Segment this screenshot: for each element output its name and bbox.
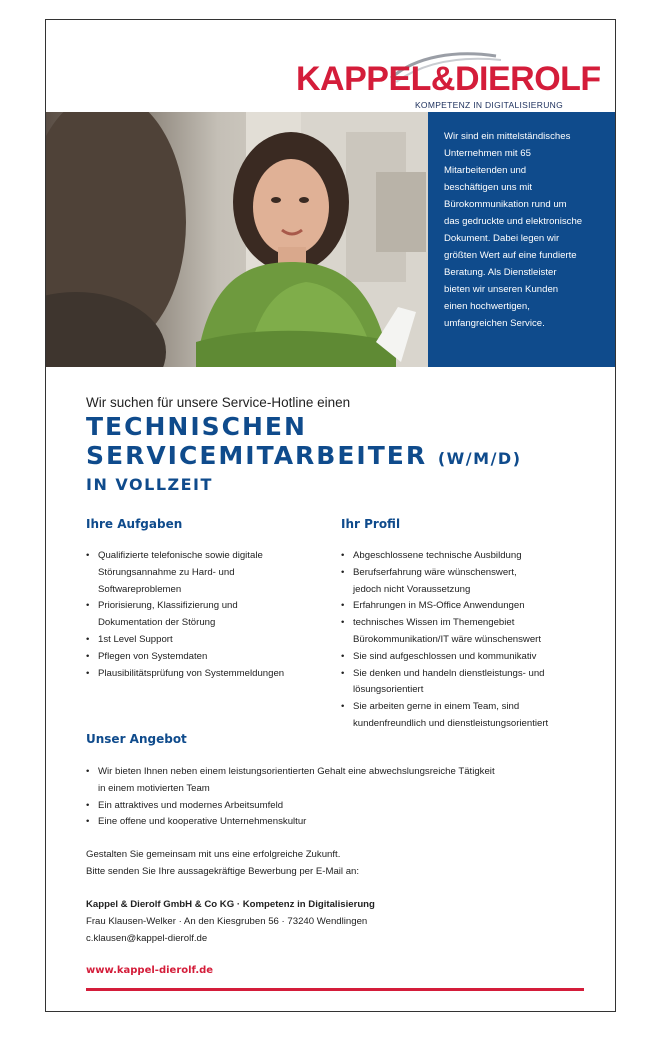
about-line: größten Wert auf eine fundierte: [444, 250, 577, 261]
list-item: • Sie sind aufgeschlossen und kommunikativ: [341, 649, 601, 666]
hero-section: [46, 112, 616, 367]
about-line: Unternehmen mit 65: [444, 148, 531, 159]
tasks-list: [86, 548, 336, 682]
list-item: • Eine offene und kooperative Unternehmenskultur: [86, 814, 586, 831]
about-line: Dokument. Dabei legen wir: [444, 233, 560, 244]
job-intro: Wir suchen für unsere Service-Hotline einen: [86, 395, 351, 410]
about-line: das gedruckte und elektronische: [444, 216, 583, 227]
about-line: einen hochwertigen,: [444, 301, 530, 312]
contact-address: Frau Klausen-Welker · An den Kiesgruben 56 · 73240 Wendlingen: [86, 916, 368, 927]
job-title-line2: [86, 441, 522, 473]
woman-with-paper-photo: [46, 112, 428, 367]
about-line: Bürokommunikation rund um: [444, 199, 567, 210]
job-title: [86, 412, 522, 497]
footer-divider: [86, 988, 584, 991]
closing-text: Gestalten Sie gemeinsam mit uns eine erfolgreiche Zukunft. Bitte senden Sie Ihre aussagekräftige Bewerbung per E-Mail an:: [86, 849, 360, 877]
list-item: • Berufserfahrung wäre wünschenswert, jedoch nicht Voraussetzung: [341, 565, 601, 599]
tasks-heading: Ihre Aufgaben: [86, 517, 183, 531]
contact-block: [86, 896, 375, 947]
list-item: • Abgeschlossene technische Ausbildung: [341, 548, 601, 565]
about-line: Wir sind ein mittelständisches: [444, 131, 571, 142]
list-item: • Ein attraktives und modernes Arbeitsumfeld: [86, 798, 586, 815]
profile-heading: Ihr Profil: [341, 517, 401, 531]
profile-list: [341, 548, 601, 733]
about-line: Mitarbeitenden und: [444, 165, 527, 176]
logo-wordmark: KAPPEL&DIEROLF: [296, 60, 601, 98]
list-item: • 1st Level Support: [86, 632, 336, 649]
logo-tagline: KOMPETENZ IN DIGITALISIERUNG: [414, 100, 563, 110]
offer-heading: Unser Angebot: [86, 732, 187, 746]
employment-type: IN VOLLZEIT: [86, 475, 213, 494]
list-item: • Sie arbeiten gerne in einem Team, sind kundenfreundlich und dienstleistungsorientiert: [341, 699, 601, 733]
job-ad-page: [45, 19, 616, 1012]
about-line: bieten wir unseren Kunden: [444, 284, 559, 295]
list-item: • Qualifizierte telefonische sowie digitale Störungsannahme zu Hard- und Softwareproblemen: [86, 548, 336, 598]
job-title-line1: TECHNISCHEN: [86, 412, 307, 441]
about-company-box: [428, 112, 616, 367]
list-item: • Plausibilitätsprüfung von Systemmeldungen: [86, 666, 336, 683]
gender-suffix: (W/M/D): [437, 449, 522, 468]
job-title-main: SERVICEMITARBEITER: [86, 441, 428, 470]
list-item: • technisches Wissen im Themengebiet Bürokommunikation/IT wäre wünschenswert: [341, 615, 601, 649]
list-item: • Priorisierung, Klassifizierung und Dokumentation der Störung: [86, 598, 336, 632]
list-item: • Wir bieten Ihnen neben einem leistungsorientierten Gehalt eine abwechslungsreiche Tätigkeit in einem motivierten Team: [86, 764, 586, 798]
about-line: umfangreichen Service.: [444, 318, 545, 329]
list-item: • Sie denken und handeln dienstleistungs- und lösungsorientiert: [341, 666, 601, 700]
offer-list: [86, 764, 586, 831]
list-item: • Erfahrungen in MS-Office Anwendungen: [341, 598, 601, 615]
company-logo: [296, 48, 601, 118]
list-item: • Pflegen von Systemdaten: [86, 649, 336, 666]
contact-email[interactable]: c.klausen@kappel-dierolf.de: [86, 933, 208, 944]
about-line: Beratung. Als Dienstleister: [444, 267, 557, 278]
about-line: beschäftigen uns mit: [444, 182, 532, 193]
website-link[interactable]: www.kappel-dierolf.de: [86, 965, 214, 976]
company-name: Kappel & Dierolf GmbH & Co KG · Kompetenz in Digitalisierung: [86, 899, 375, 910]
